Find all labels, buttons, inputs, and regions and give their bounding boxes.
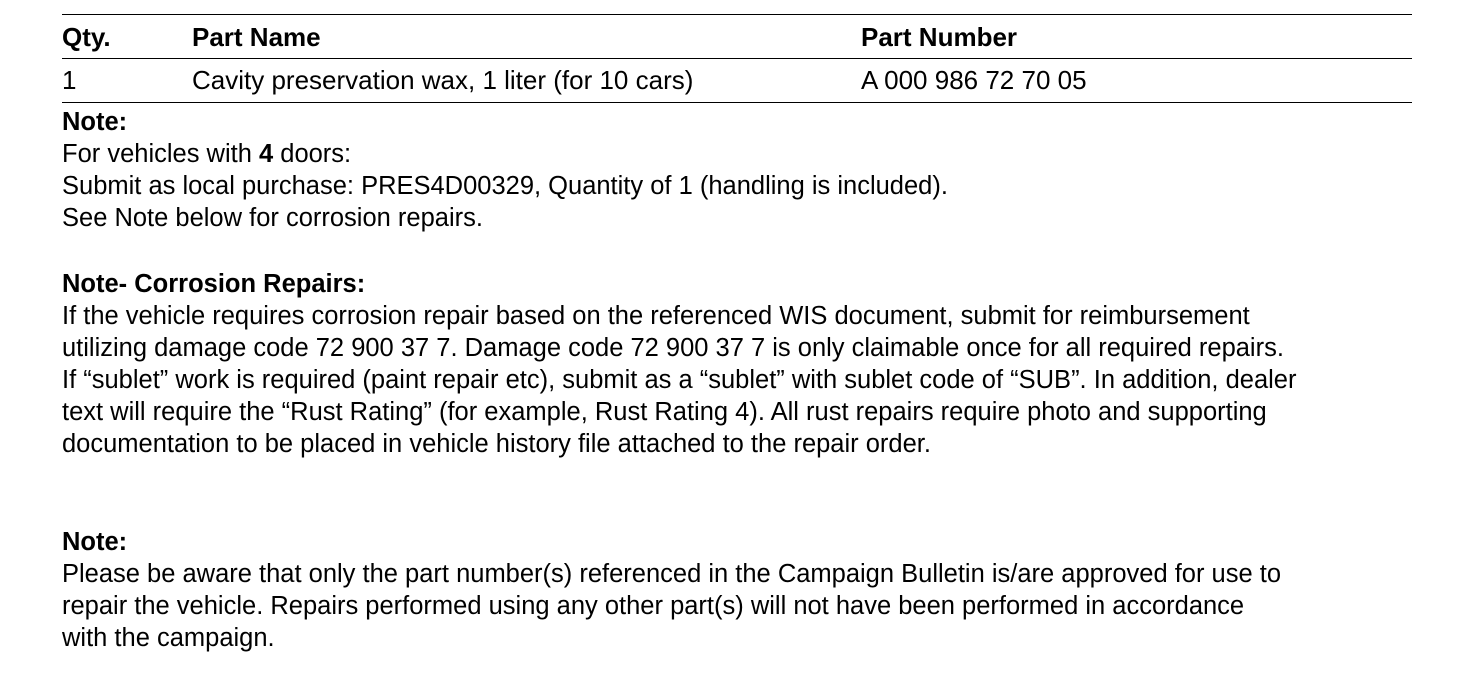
cell-part-name: Cavity preservation wax, 1 liter (for 10 cars): [192, 65, 694, 95]
note-line: with the campaign.: [62, 624, 275, 652]
note-line: text will require the “Rust Rating” (for example, Rust Rating 4). All rust repairs require photo and supporting: [62, 398, 1267, 426]
table-row: [62, 59, 1412, 103]
note-line: Please be aware that only the part number(s) referenced in the Campaign Bulletin is/are approved for use to: [62, 560, 1282, 588]
note-line: Submit as local purchase: PRES4D00329, Quantity of 1 (handling is included).: [62, 172, 948, 200]
note-line: utilizing damage code 72 900 37 7. Damage code 72 900 37 7 is only claimable once for all required repairs.: [62, 334, 1284, 362]
note-line: See Note below for corrosion repairs.: [62, 204, 483, 232]
note-heading: Note:: [62, 528, 128, 556]
header-part-name: Part Name: [192, 22, 321, 52]
note-heading: Note- Corrosion Repairs:: [62, 270, 366, 298]
door-count: 4: [258, 140, 274, 168]
note-line: If the vehicle requires corrosion repair based on the referenced WIS document, submit for reimbursement: [62, 302, 1250, 330]
cell-part-number: A 000 986 72 70 05: [861, 65, 1087, 95]
note-corrosion-repairs: [62, 268, 1412, 460]
note-four-doors: [62, 106, 1412, 234]
note-approved-parts: [62, 526, 1412, 654]
note-line: If “sublet” work is required (paint repair etc), submit as a “sublet” with sublet code of “SUB”. In addition, dealer: [62, 366, 1297, 394]
cell-qty: 1: [62, 65, 77, 95]
note-heading: Note:: [62, 108, 128, 136]
note-line: documentation to be placed in vehicle history file attached to the repair order.: [62, 430, 931, 458]
header-part-number: Part Number: [861, 22, 1018, 52]
note-line: [62, 138, 1412, 170]
table-header-row: [62, 15, 1412, 59]
parts-table: [62, 14, 1412, 103]
note-text: For vehicles with: [62, 140, 259, 168]
header-qty: Qty.: [62, 22, 111, 52]
note-line: repair the vehicle. Repairs performed using any other part(s) will not have been performed in accordance: [62, 592, 1245, 620]
note-text: doors:: [273, 140, 352, 168]
